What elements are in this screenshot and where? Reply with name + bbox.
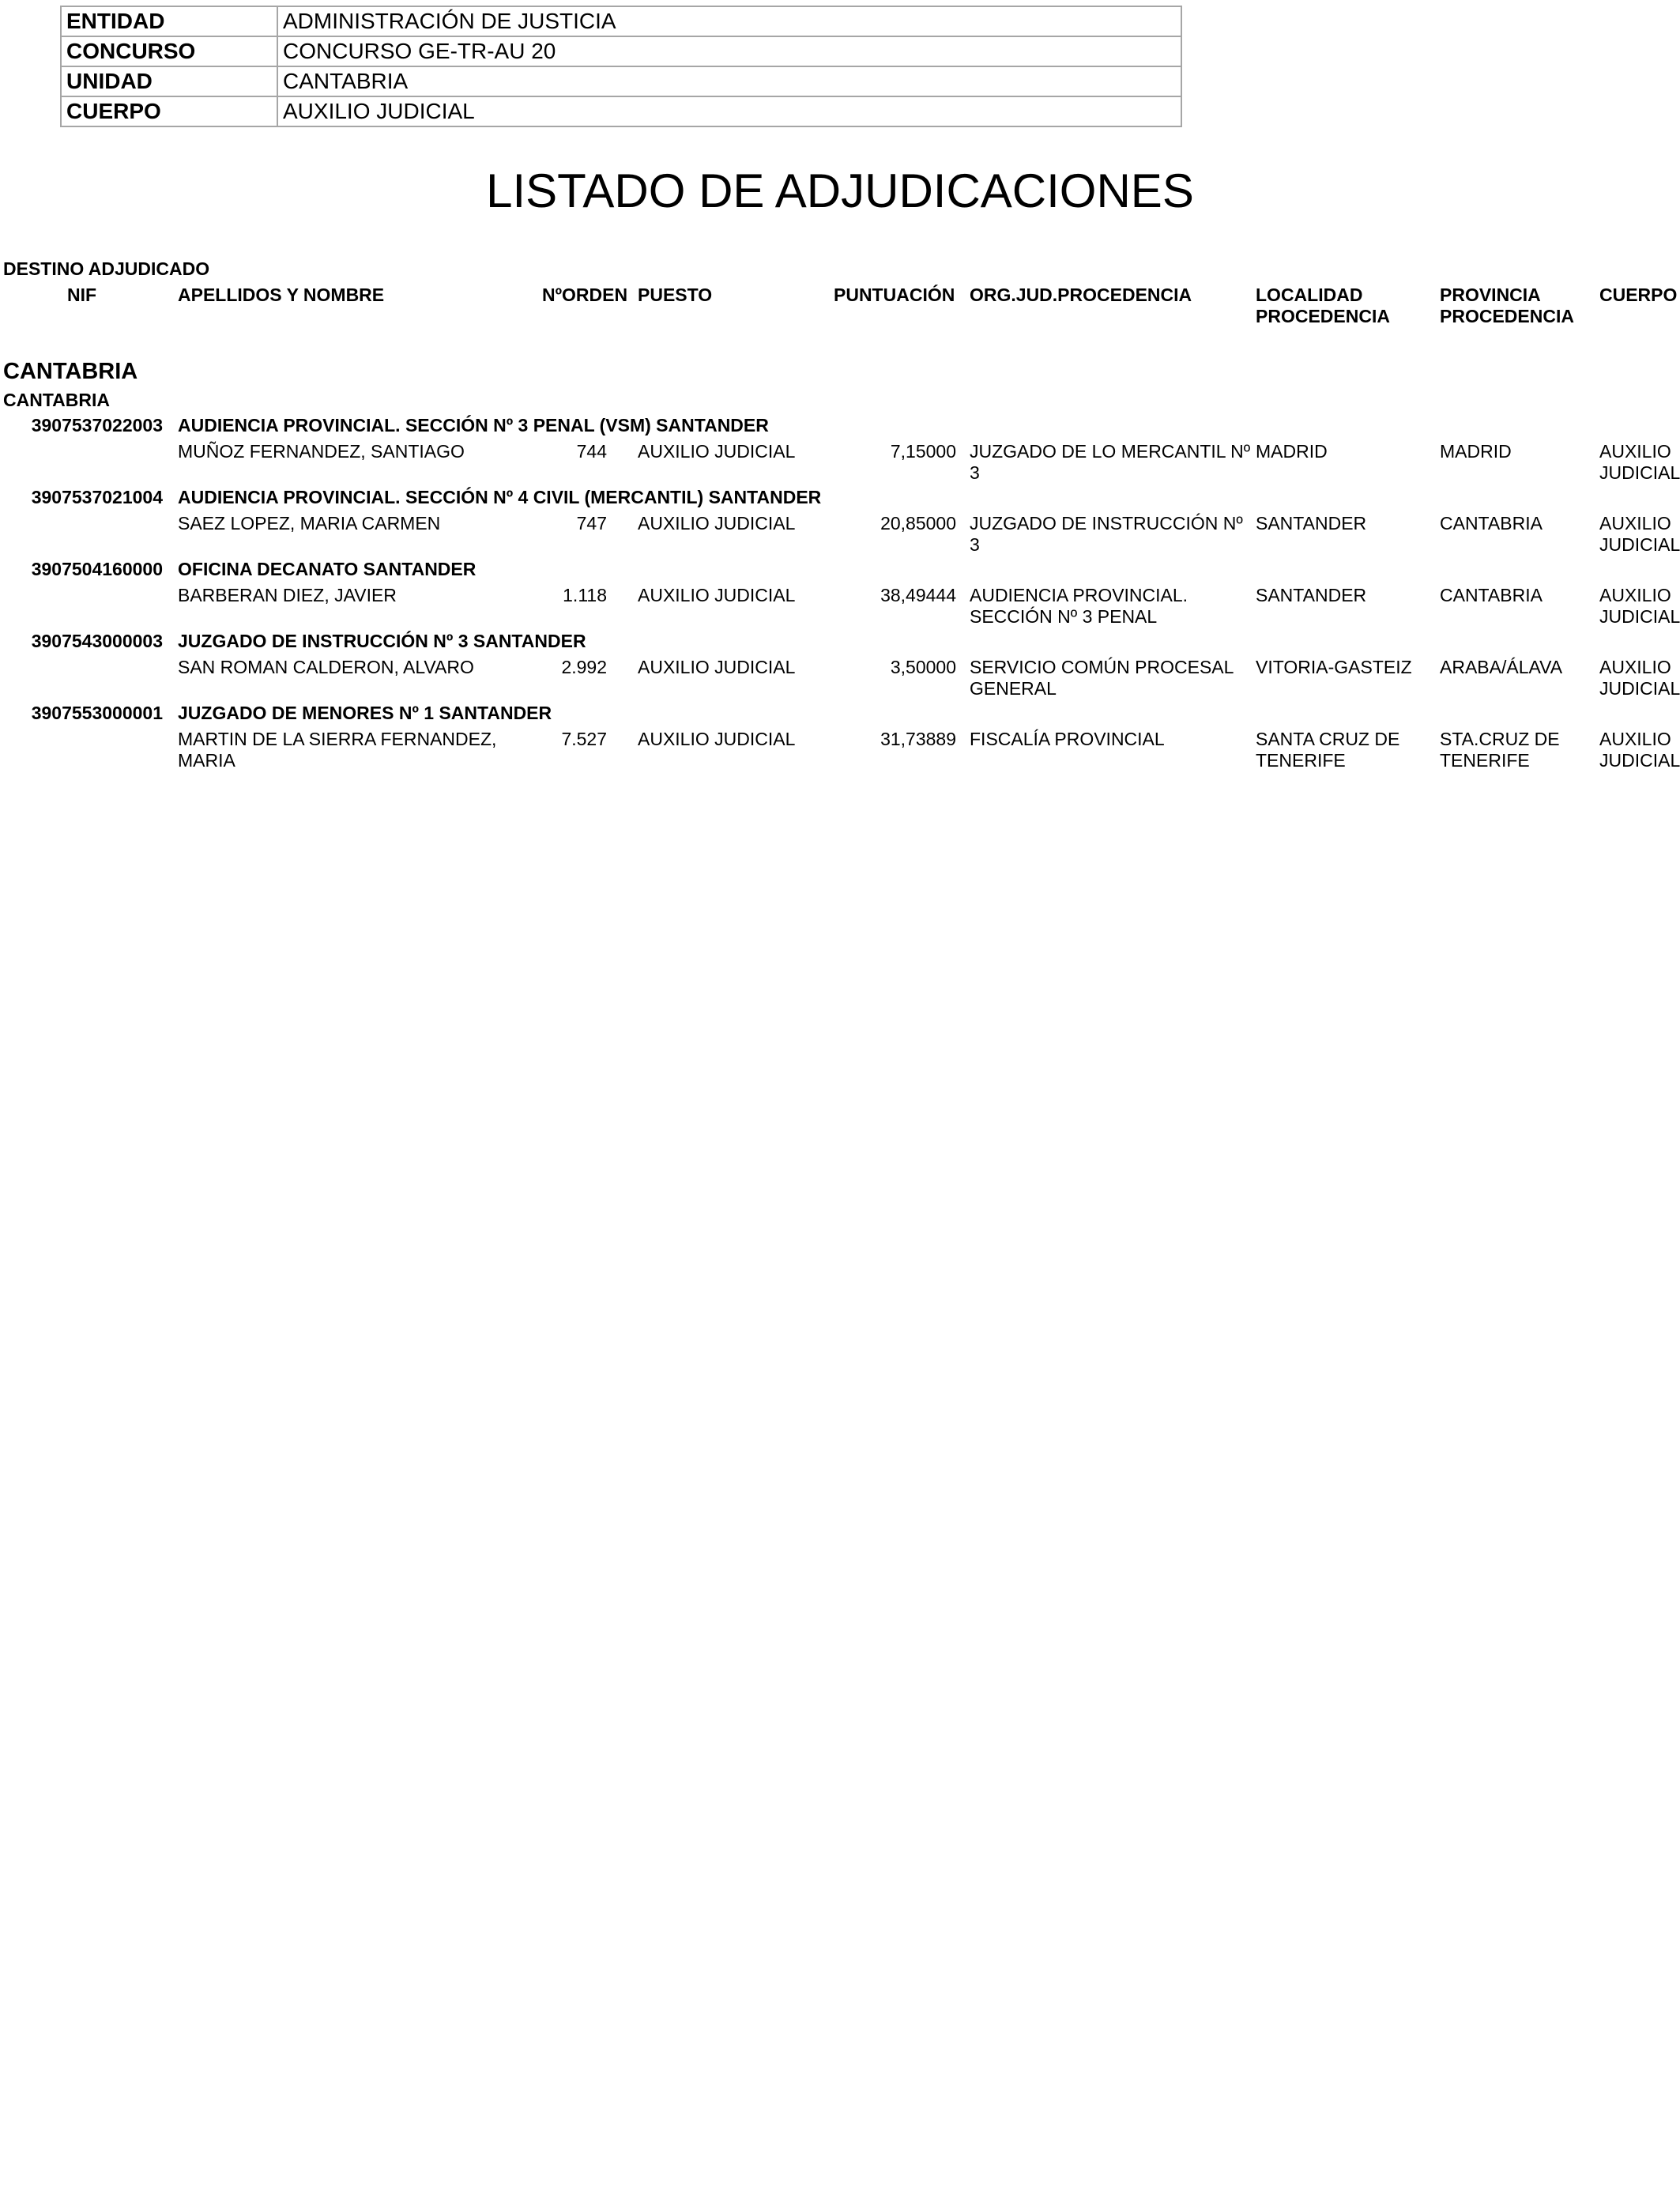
prov-line2: TENERIFE [1440,750,1530,771]
prov-line1: MADRID [1440,441,1512,462]
provincia-procedencia [1440,657,1562,678]
destino-code: 3907504160000 [31,559,163,579]
cuerpo-line2: JUDICIAL [1599,750,1680,771]
puesto-value: AUXILIO JUDICIAL [638,657,796,677]
puntuacion-value: 31,73889 [880,729,956,749]
org-line2: 3 [970,462,980,483]
page-title: LISTADO DE ADJUDICACIONES [486,164,1194,217]
destino-code: 3907543000003 [31,631,163,651]
puesto-value: AUXILIO JUDICIAL [638,585,796,605]
org-line2: 3 [970,534,980,555]
org-line1: JUZGADO DE LO MERCANTIL Nº [970,441,1251,462]
org-line2: GENERAL [970,678,1057,699]
loc-line2: TENERIFE [1256,750,1346,771]
puesto-value: AUXILIO JUDICIAL [638,729,796,749]
provincia-procedencia [1440,441,1512,462]
info-key: UNIDAD [61,66,277,96]
puntuacion-value: 3,50000 [890,657,956,677]
info-row-concurso [61,36,1181,66]
orden-value: 747 [576,513,607,533]
col-orden: NºORDEN [542,285,628,305]
orden-value: 2.992 [561,657,607,677]
localidad-procedencia [1256,585,1366,606]
provincia-procedencia [1440,513,1543,534]
puesto-value: AUXILIO JUDICIAL [638,441,796,462]
loc-line1: MADRID [1256,441,1328,462]
cuerpo-value [1599,441,1680,484]
col-localidad [1256,285,1390,327]
destino-name: OFICINA DECANATO SANTANDER [178,559,477,579]
info-key: CUERPO [61,96,277,126]
orden-value: 1.118 [563,585,607,605]
person-name [178,585,533,606]
puesto-value: AUXILIO JUDICIAL [638,513,796,533]
col-puntuacion: PUNTUACIÓN [834,285,955,305]
col-nombre: APELLIDOS Y NOMBRE [178,285,385,305]
person-name [178,657,533,678]
puntuacion-value: 38,49444 [880,585,956,605]
col-cuerpo: CUERPO [1599,285,1678,305]
loc-line1: SANTANDER [1256,513,1367,533]
cuerpo-value [1599,585,1680,628]
cuerpo-line1: AUXILIO [1599,657,1671,677]
provincia-procedencia [1440,729,1560,771]
puntuacion-value: 7,15000 [890,441,956,462]
org-line2: SECCIÓN Nº 3 PENAL [970,606,1158,627]
cuerpo-value [1599,657,1680,699]
loc-line1: VITORIA-GASTEIZ [1256,657,1412,677]
info-table [60,6,1182,127]
person-name [178,729,533,771]
col-puesto: PUESTO [638,285,713,305]
info-row-unidad [61,66,1181,96]
info-key: ENTIDAD [61,6,277,36]
person-name-line1: BARBERAN DIEZ, JAVIER [178,585,397,605]
cuerpo-value [1599,513,1680,556]
prov-line1: ARABA/ÁLAVA [1440,657,1563,677]
localidad-procedencia [1256,729,1399,771]
person-name-line2: MARIA [178,750,235,771]
info-value: CANTABRIA [277,66,1181,96]
col-provincia-line1: PROVINCIA [1440,285,1541,305]
prov-line1: CANTABRIA [1440,585,1543,605]
destino-name: AUDIENCIA PROVINCIAL. SECCIÓN Nº 3 PENAL (VSM) SANTANDER [178,415,769,435]
org-line1: SERVICIO COMÚN PROCESAL [970,657,1234,677]
org-procedencia [970,441,1250,484]
col-localidad-line2: PROCEDENCIA [1256,306,1390,326]
col-org: ORG.JUD.PROCEDENCIA [970,285,1192,305]
cuerpo-line2: JUDICIAL [1599,678,1680,699]
org-line1: AUDIENCIA PROVINCIAL. [970,585,1188,605]
destino-label: DESTINO ADJUDICADO [3,258,210,279]
cuerpo-line1: AUXILIO [1599,585,1671,605]
org-procedencia [970,657,1234,699]
info-value: AUXILIO JUDICIAL [277,96,1181,126]
person-name-line1: MARTIN DE LA SIERRA FERNANDEZ, [178,729,497,749]
org-line1: FISCALÍA PROVINCIAL [970,729,1165,749]
cuerpo-line1: AUXILIO [1599,441,1671,462]
info-row-cuerpo [61,96,1181,126]
col-nif: NIF [67,285,97,305]
col-provincia [1440,285,1574,327]
info-value: ADMINISTRACIÓN DE JUSTICIA [277,6,1181,36]
localidad-procedencia [1256,657,1412,678]
cuerpo-line2: JUDICIAL [1599,462,1680,483]
col-localidad-line1: LOCALIDAD [1256,285,1363,305]
puntuacion-value: 20,85000 [880,513,956,533]
org-line1: JUZGADO DE INSTRUCCIÓN Nº [970,513,1243,533]
org-procedencia [970,585,1188,628]
person-name-line1: SAN ROMAN CALDERON, ALVARO [178,657,474,677]
col-provincia-line2: PROCEDENCIA [1440,306,1574,326]
localidad-procedencia [1256,513,1366,534]
destino-code: 3907537021004 [31,487,163,507]
cuerpo-line2: JUDICIAL [1599,534,1680,555]
destino-name: JUZGADO DE INSTRUCCIÓN Nº 3 SANTANDER [178,631,586,651]
info-key: CONCURSO [61,36,277,66]
destino-code: 3907553000001 [31,703,163,723]
org-procedencia [970,729,1165,750]
prov-line1: CANTABRIA [1440,513,1543,533]
info-row-entidad [61,6,1181,36]
person-name [178,441,533,462]
destino-name: JUZGADO DE MENORES Nº 1 SANTANDER [178,703,552,723]
person-name-line1: MUÑOZ FERNANDEZ, SANTIAGO [178,441,465,462]
prov-line1: STA.CRUZ DE [1440,729,1560,749]
region-heading: CANTABRIA [3,359,138,384]
loc-line1: SANTA CRUZ DE [1256,729,1400,749]
subregion-heading: CANTABRIA [3,390,111,410]
cuerpo-value [1599,729,1680,771]
provincia-procedencia [1440,585,1543,606]
orden-value: 7.527 [561,729,607,749]
loc-line1: SANTANDER [1256,585,1367,605]
org-procedencia [970,513,1243,556]
destino-name: AUDIENCIA PROVINCIAL. SECCIÓN Nº 4 CIVIL (MERCANTIL) SANTANDER [178,487,822,507]
cuerpo-line1: AUXILIO [1599,729,1671,749]
cuerpo-line2: JUDICIAL [1599,606,1680,627]
orden-value: 744 [576,441,607,462]
person-name-line1: SAEZ LOPEZ, MARIA CARMEN [178,513,441,533]
localidad-procedencia [1256,441,1328,462]
cuerpo-line1: AUXILIO [1599,513,1671,533]
destino-code: 3907537022003 [31,415,163,435]
person-name [178,513,533,534]
info-value: CONCURSO GE-TR-AU 20 [277,36,1181,66]
